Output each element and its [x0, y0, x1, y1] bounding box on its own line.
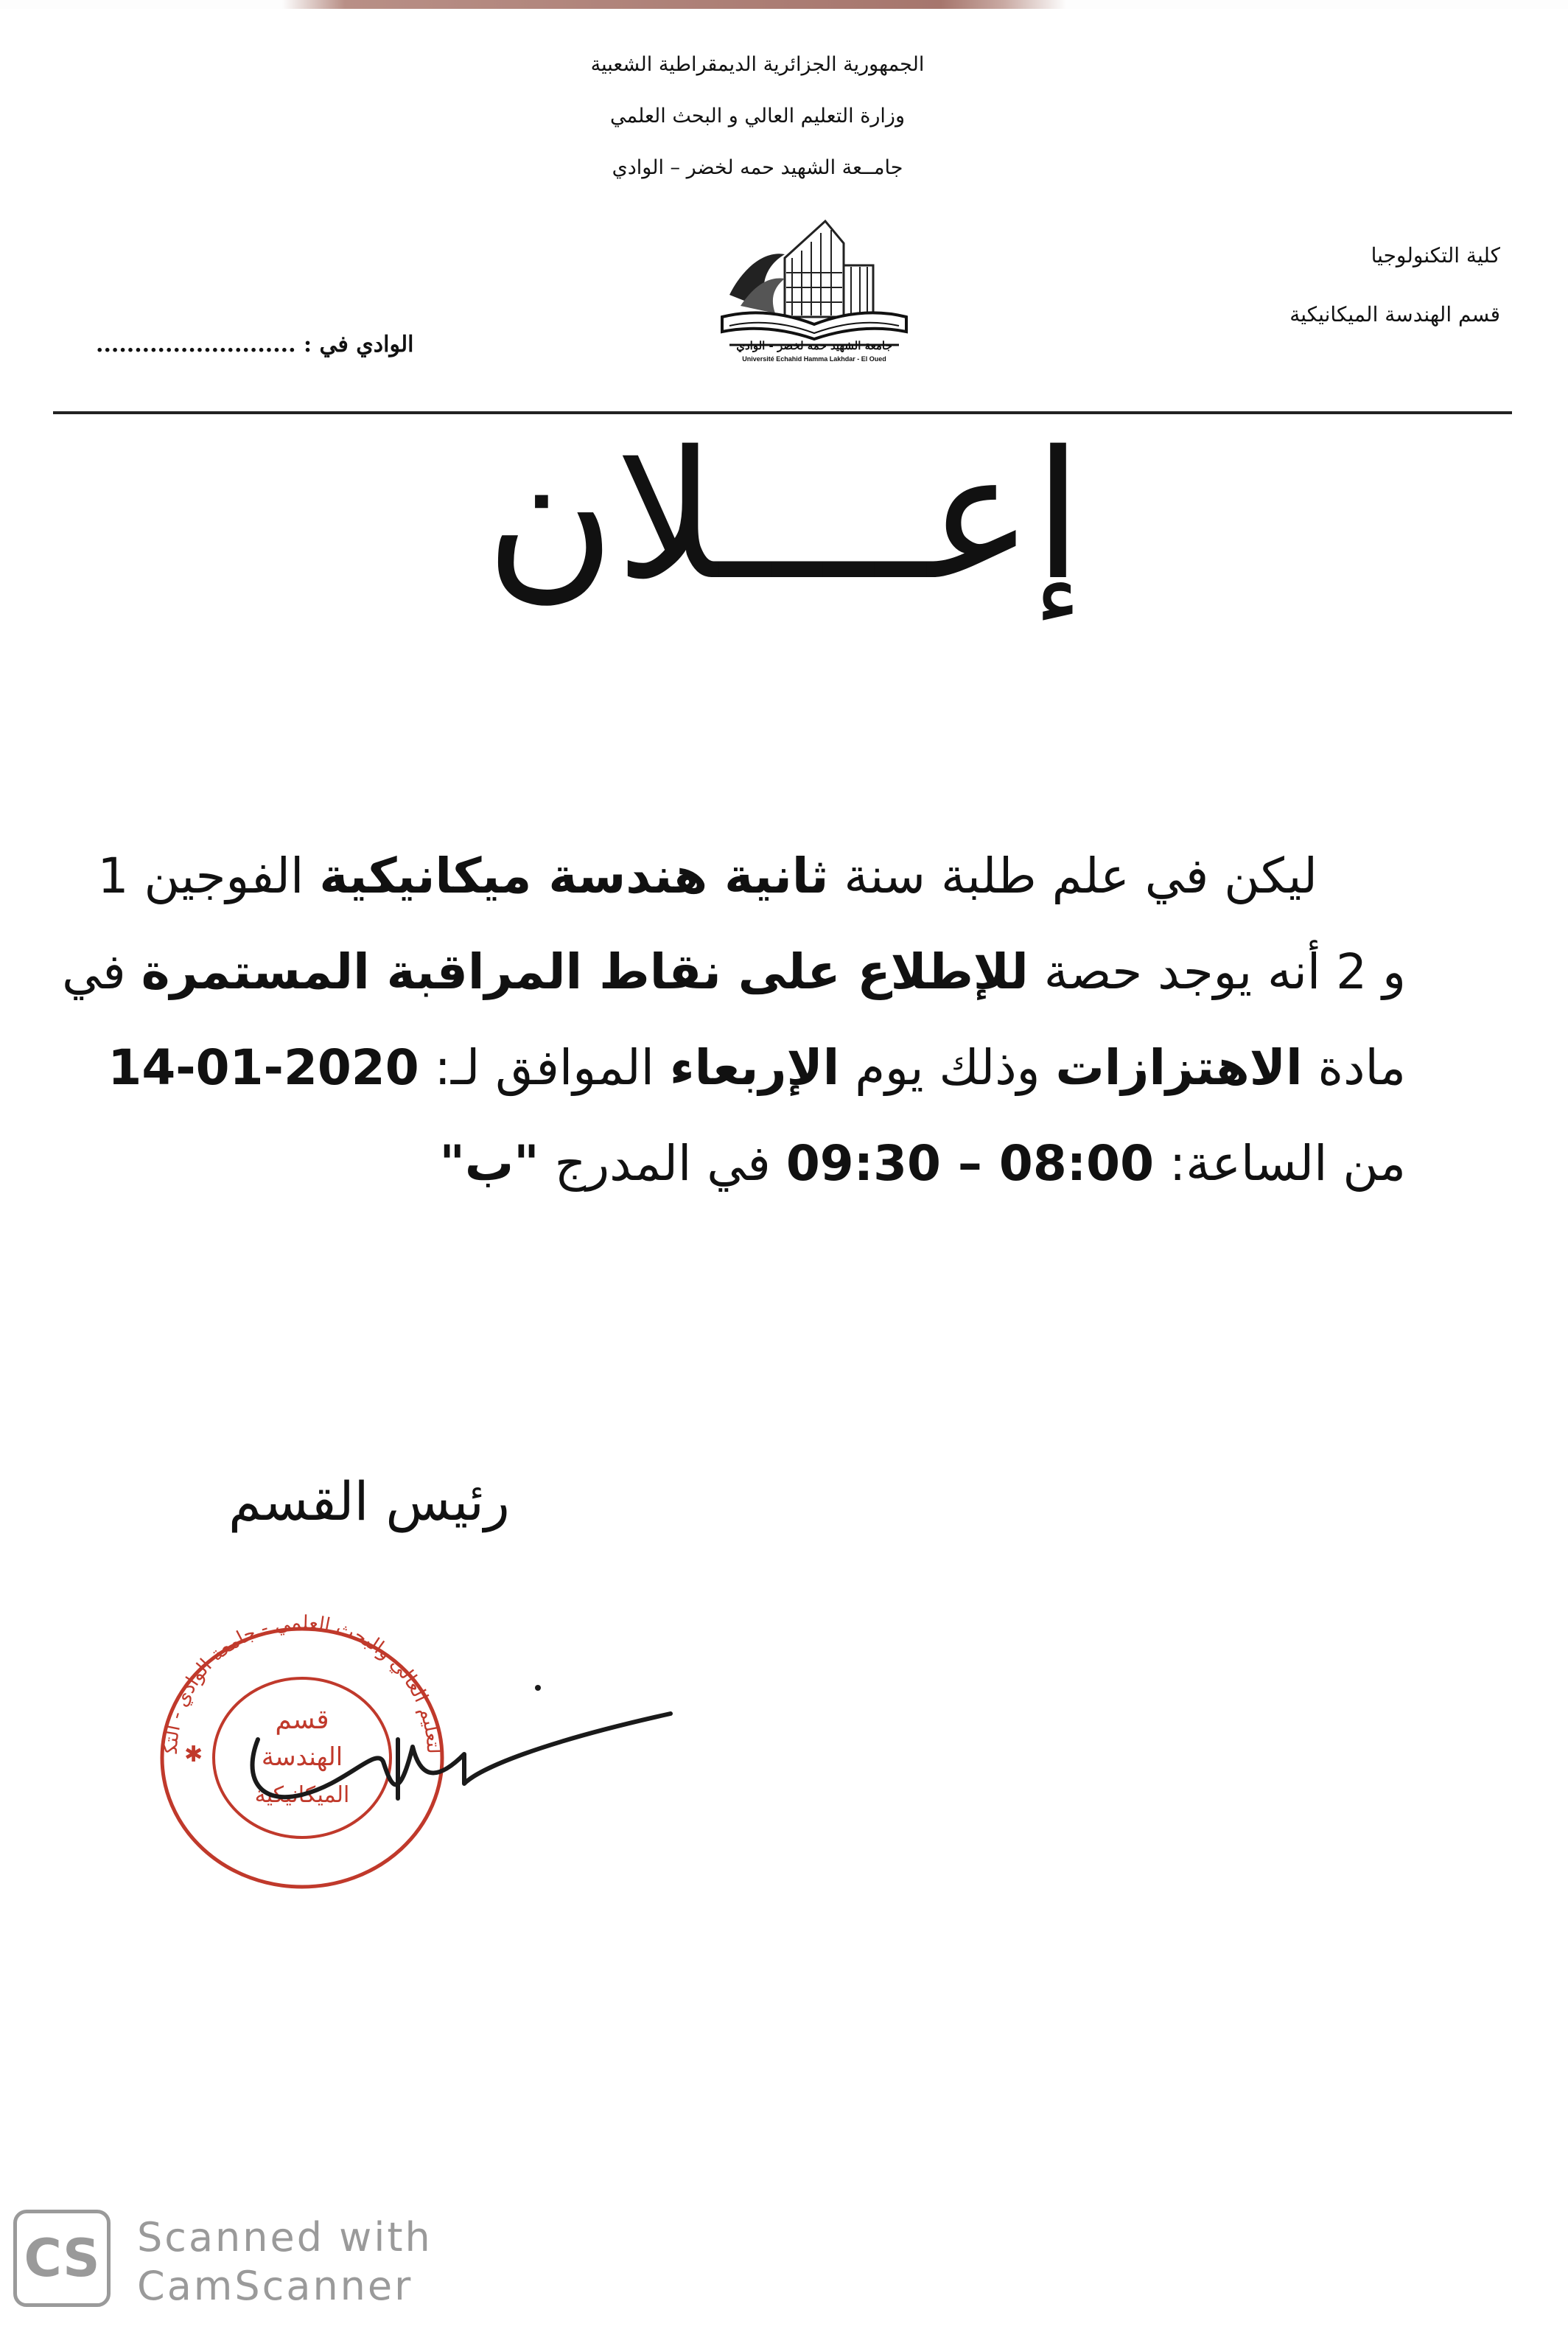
body-l3-a: مادة: [1302, 1039, 1406, 1096]
faculty-name: كلية التكنولوجيا: [1371, 243, 1500, 268]
stamp-outer-text: لتعليم العالي والبحث العلمي - جامعة الوادي - التك: [159, 1611, 445, 1754]
body-l4-c: في المدرج: [539, 1135, 786, 1192]
university-logo: [715, 214, 914, 369]
body-line-3: [108, 1039, 1406, 1096]
camscanner-watermark: [13, 2210, 455, 2313]
body-l3-f: 2020-01-14: [108, 1039, 419, 1096]
body-l4-b: 08:00 – 09:30: [785, 1135, 1154, 1192]
body-line-4: [440, 1135, 1406, 1192]
body-l3-d: الإربعاء: [669, 1039, 840, 1096]
svg-text:✱: ✱: [184, 1742, 203, 1767]
body-l4-d: "ب": [439, 1135, 539, 1192]
body-line-1: [97, 848, 1317, 904]
signer-title: رئيس القسم: [228, 1470, 510, 1532]
body-l2-c: في: [62, 943, 141, 1000]
official-stamp: [155, 1585, 685, 1894]
header-republic: الجمهورية الجزائرية الديمقراطية الشعبية: [590, 53, 925, 76]
camscanner-logo-icon: CS: [13, 2210, 111, 2307]
logo-caption-fr: Université Echahid Hamma Lakhdar - El Oued: [742, 355, 886, 363]
body-l3-c: وذلك يوم: [839, 1039, 1056, 1096]
stamp-and-signature-icon: [155, 1585, 685, 1894]
department-name: قسم الهندسة الميكانيكية: [1289, 302, 1500, 327]
place-date: الوادي في : ..........................: [96, 332, 414, 357]
logo-caption-ar: جامعة الشهيد حمه لخضر - الوادي: [736, 339, 892, 352]
body-l3-b: الاهتزازات: [1055, 1039, 1303, 1096]
header-ministry: وزارة التعليم العالي و البحث العلمي: [609, 105, 905, 128]
body-l3-e: الموافق لـ:: [419, 1039, 670, 1096]
announcement-title: إعــــلان: [485, 413, 1083, 619]
scan-top-edge: [0, 0, 1568, 9]
stamp-inner-2: الهندسة: [261, 1742, 343, 1772]
stamp-inner-3: الميكانيكية: [254, 1782, 350, 1808]
stamp-inner-1: قسم: [275, 1705, 329, 1735]
watermark-line-2: CamScanner: [137, 2263, 413, 2309]
body-l2-a: و 2 أنه يوجد حصة: [1028, 943, 1406, 1000]
body-l1-c: الفوجين 1: [97, 848, 320, 904]
body-l2-b: للإطلاع على نقاط المراقبة المستمرة: [141, 943, 1029, 1000]
body-l1-a: ليكن في علم طلبة سنة: [828, 848, 1317, 904]
body-l4-a: من الساعة:: [1154, 1135, 1406, 1192]
body-l1-b: ثانية هندسة ميكانيكية: [319, 848, 829, 904]
header-university: جامــعة الشهيد حمه لخضر – الوادي: [612, 156, 903, 179]
watermark-line-1: Scanned with: [137, 2214, 433, 2261]
body-line-2: [62, 943, 1406, 1000]
